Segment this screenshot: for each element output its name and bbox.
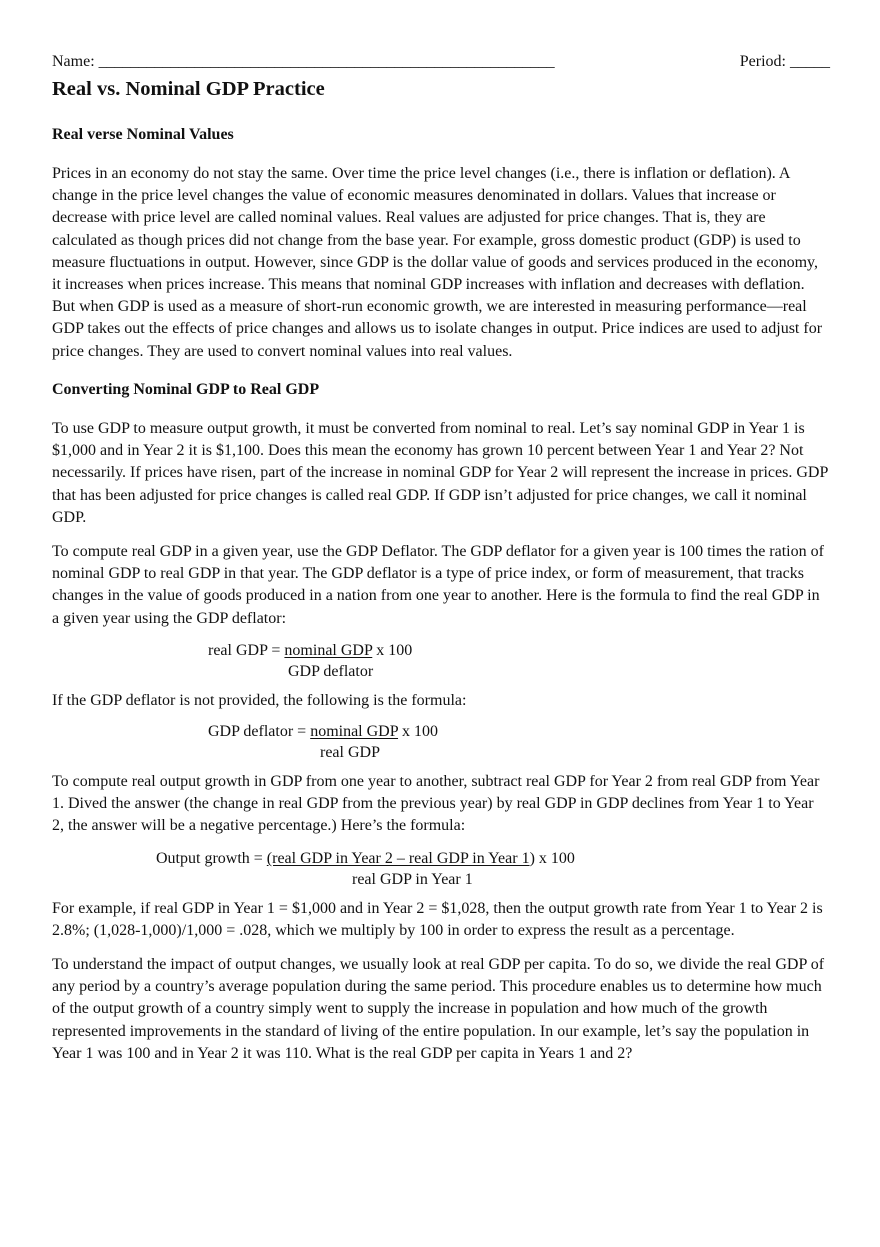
formula-lhs: Output growth = [156,850,267,867]
paragraph-growth-example: For example, if real GDP in Year 1 = $1,000 and in Year 2 = $1,028, then the output growth rate from Year 1 to Year 2 is 2.8%; (1,028-1,000)/1,000 = .028, which we multiply by 100 in order to express the result as a percentage. [52,900,823,940]
formula-lhs: GDP deflator = [208,723,311,740]
formula-denominator: GDP deflator [288,663,374,680]
formula-lhs: real GDP = [208,642,285,659]
formula-rhs: x 100 [372,642,413,659]
formula-numerator: nominal GDP [310,723,399,740]
paragraph-no-deflator: If the GDP deflator is not provided, the following is the formula: [52,692,467,709]
header-row [52,53,830,75]
formula-denominator: real GDP [320,744,380,761]
formula-output-growth [156,850,596,892]
formula-rhs: ) x 100 [529,850,575,867]
paragraph-gdp-deflator: To compute real GDP in a given year, use the GDP Deflator. The GDP deflator for a given year is 100 times the ration of nominal GDP to real GDP in that year. The GDP deflator is a type of price index, or form of measurement, that tracks changes in the value of goods produced in a nation from one year to another. Here is the formula to find the real GDP in a given year using the GDP deflator: [52,543,824,627]
section-heading-converting: Converting Nominal GDP to Real GDP [52,381,320,398]
paragraph-per-capita: To understand the impact of output changes, we usually look at real GDP per capita. To do so, we divide the real GDP of any period by a country’s average population during the same period. This procedure enables us to determine how much of the output growth of a country simply went to supply the increase in population and how much of the growth represented improvements in the standard of living of the entire population. In our example, let’s say the population in Year 1 was 100 and in Year 2 it was 110. What is the real GDP per capita in Years 1 and 2? [52,956,825,1062]
formula-denominator: real GDP in Year 1 [352,871,473,888]
paragraph-output-growth-method: To compute real output growth in GDP from one year to another, subtract real GDP for Year 2 from real GDP from Year 1. Dived the answer (the change in real GDP from the previous year) by real GDP in GDP declines from Year 1 to Year 2, the answer will be a negative percentage.) Here’s the formula: [52,773,820,835]
paragraph-real-nominal-values: Prices in an economy do not stay the same. Over time the price level changes (i.e., there is inflation or deflation). A change in the price level changes the value of economic measures denominated in dollars. Values that increase or decrease with price level are called nominal values. Real values are adjusted for price changes. That is, they are calculated as though prices did not change from the base year. For example, gross domestic product (GDP) is used to measure fluctuations in output. However, since GDP is the dollar value of goods and services produced in the economy, it increases when prices increase. This means that nominal GDP increases with inflation and decreases with deflation. But when GDP is used as a measure of short-run economic growth, we are interested in measuring performance—real GDP takes out the effects of price changes and allows us to isolate changes in output. Price indices are used to adjust for price changes. They are used to convert nominal values into real values. [52,165,823,360]
section-heading-real-vs-nominal: Real verse Nominal Values [52,126,234,143]
formula-numerator: nominal GDP [284,642,373,659]
formula-numerator: (real GDP in Year 2 – real GDP in Year 1 [266,850,530,867]
name-field-label: Name: _________________________________________________________ [52,53,555,70]
formula-real-gdp [208,642,468,684]
formula-gdp-deflator [208,723,468,765]
paragraph-output-growth-intro: To use GDP to measure output growth, it must be converted from nominal to real. Let’s say nominal GDP in Year 1 is $1,000 and in Year 2 it is $1,100. Does this mean the economy has grown 10 percent between Year 1 and Year 2? Not necessarily. If prices have risen, part of the increase in nominal GDP for Year 2 will represent the increase in prices. GDP that has been adjusted for price changes is called real GDP. If GDP isn’t adjusted for price changes, we call it nominal GDP. [52,420,828,526]
period-field-label: Period: _____ [739,53,830,70]
formula-rhs: x 100 [398,723,439,740]
page-title: Real vs. Nominal GDP Practice [52,78,325,100]
